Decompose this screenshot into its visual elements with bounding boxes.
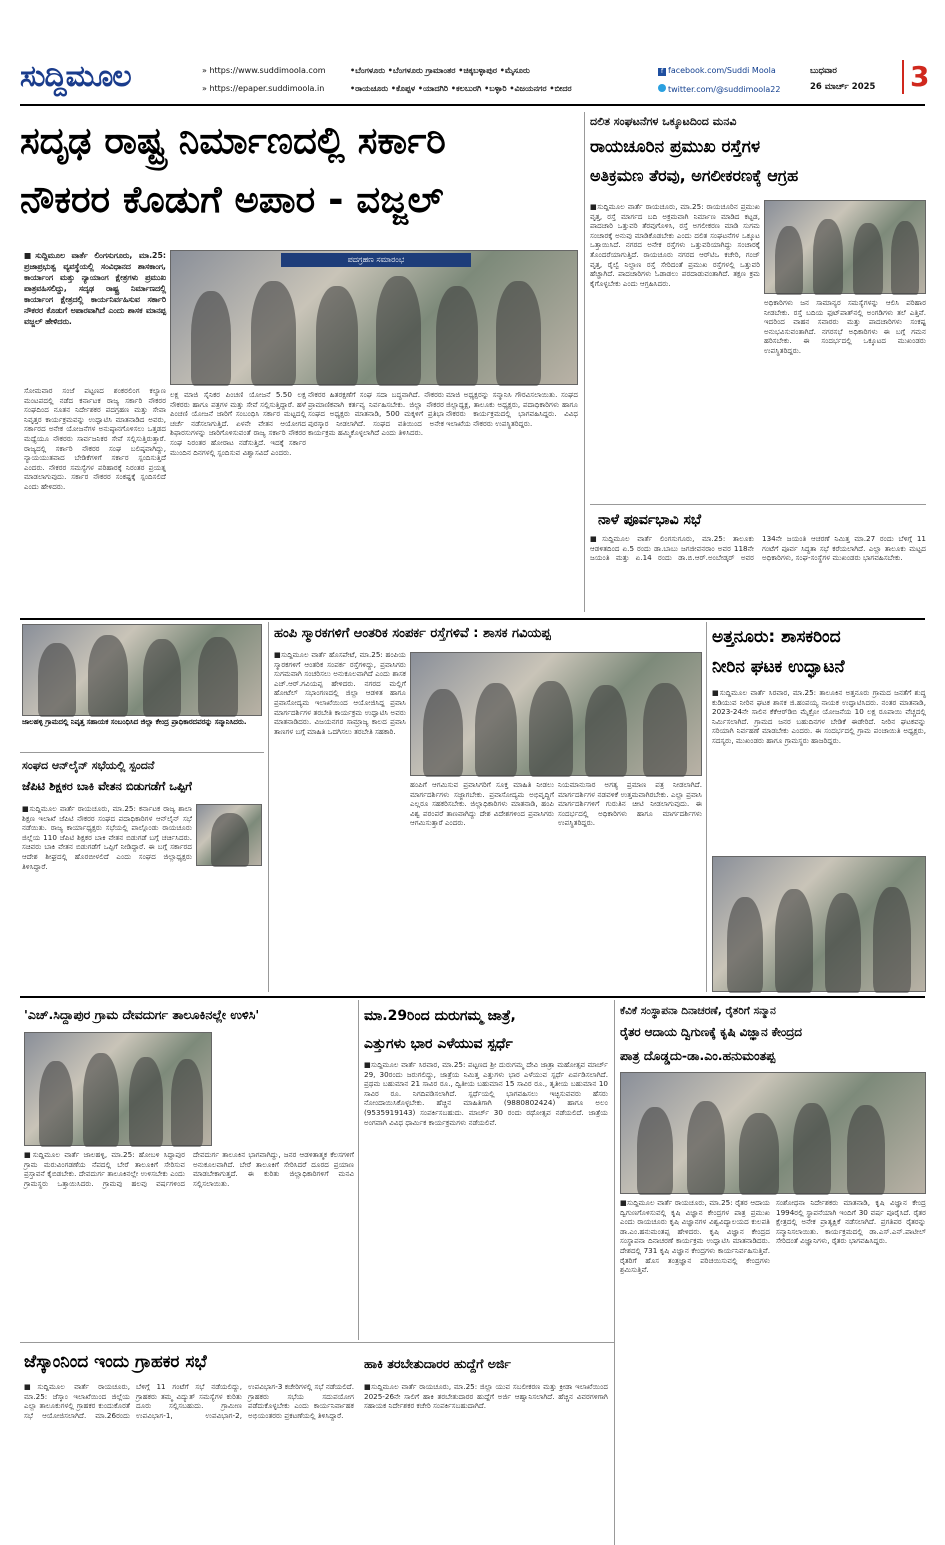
- facebook-icon: f: [658, 68, 666, 76]
- right-top-col1: ■ಸುದ್ದಿಮೂಲ ವಾರ್ತೆ ರಾಯಚೂರು, ಮಾ.25: ರಾಯಚೂರಿನ ಪ್ರಮುಖ ವೃತ್ತ, ರಸ್ತೆ ಮಾರ್ಗದ ಬದಿ ಅಕ್ರಮವಾಗಿ ನಿರ್ಮಾಣ ಮಾಡಿದ ಕಟ್ಟಡ, ಪಾದಚಾರಿ ಒತ್ತುವರಿ ತೆರವುಗೊಳಿಸಿ, ರಸ್ತೆ ಅಗಲೀಕರಣ ಮಾಡಿ ಸುಗಮ ಸಂಚಾರಕ್ಕೆ ಅನುವು ಮಾಡಿಕೊಡಬೇಕು ಎಂದು ದಲಿತ ಸಂಘಟನೆಗಳ ಒಕ್ಕೂಟ ಒತ್ತಾಯಿಸಿದೆ. ನಗರದ ಅನೇಕ ರಸ್ತೆಗಳು ಒತ್ತುವರಿಯಾಗಿದ್ದು ಸಂಚಾರಕ್ಕೆ ತೊಂದರೆಯಾಗುತ್ತಿದೆ. ರಾಯಚೂರು ನಗರದ ಆರ್‌ಟಿಒ ಕಚೇರಿ, ಗಂಜ್ ವೃತ್ತ, ರೈಲ್ವೆ ನಿಲ್ದಾಣ ರಸ್ತೆ ಸೇರಿದಂತೆ ಪ್ರಮುಖ ರಸ್ತೆಗಳಲ್ಲಿ ಒತ್ತುವರಿ ಹೆಚ್ಚಾಗಿದೆ. ಪಾದಚಾರಿಗಳು ಓಡಾಡಲು ಪರದಾಡುವಂತಾಗಿದೆ. ತಕ್ಷಣ ಕ್ರಮ ಕೈಗೊಳ್ಳಬೇಕು ಎಂದು ಆಗ್ರಹಿಸಿದರು.: [590, 202, 760, 288]
- grahaka-headline: ಜೆಸ್ಕಾಂನಿಂದ ಇಂದು ಗ್ರಾಹಕರ ಸಭೆ: [24, 1352, 207, 1372]
- lead-col2: ಲಕ್ಷ ಮಾಜಿ ಸೈನಿಕರ ಪಿಂಚಣಿ ಯೋಜನೆ 5.50 ಲಕ್ಷ ನೌಕರರು ಹಾಗೂ ಪತ್ರಗಳ ಮತ್ತು ಸೇವೆ ಸಲ್ಲಿಸುತ್ತಿದ್ದಾರೆ. ಹಳೆ ಪಿಂಚಣಿ ಯೋಜನೆ ಜಾರಿಗೆ ಸಂಬಂಧಿಸಿ ಸರ್ಕಾರ ಮಟ್ಟದಲ್ಲಿ ಚರ್ಚೆ ನಡೆಸಲಾಗುತ್ತಿದೆ. ಏಳನೇ ವೇತನ ಆಯೋಗದ ಶಿಫಾರಸುಗಳನ್ನು ಜಾರಿಗೊಳಿಸುವಂತೆ ರಾಜ್ಯ ಸರ್ಕಾರಿ ನೌಕರರ ಸಂಘ ನಿರಂತರ ಹೋರಾಟ ನಡೆಸುತ್ತಿದೆ. ಇದಕ್ಕೆ ಸರ್ಕಾರ ಮುಂದಿನ ದಿನಗಳಲ್ಲಿ ಸ್ಪಂದಿಸುವ ವಿಶ್ವಾಸವಿದೆ ಎಂದರು.: [170, 390, 306, 457]
- lead-photo-banner: ಪದಗ್ರಹಣ ಸಮಾರಂಭ: [281, 253, 471, 267]
- masthead-rule: [20, 104, 925, 106]
- jpt-text: ■ಸುದ್ದಿಮೂಲ ವಾರ್ತೆ ರಾಯಚೂರು, ಮಾ.25: ಕರ್ನಾಟಕ ರಾಜ್ಯ ಶಾಲಾ ಶಿಕ್ಷಣ ಇಲಾಖೆ ಜೆಪಿಟಿ ನೌಕರರ ಸಂಘದ ಪದಾಧಿಕಾರಿಗಳ ಆನ್‌ಲೈನ್ ಸಭೆ ನಡೆಯಿತು. ರಾಜ್ಯ ಕಾರ್ಯಾಧ್ಯಕ್ಷರು ಸಭೆಯಲ್ಲಿ ಪಾಲ್ಗೊಂಡು ರಾಯಚೂರು ಜಿಲ್ಲೆಯ 110 ಜೆಪಿಟಿ ಶಿಕ್ಷಕರ ಬಾಕಿ ವೇತನ ಬಿಡುಗಡೆ ಬಗ್ಗೆ ಚರ್ಚಿಸಿದರು. ಸಚಿವರು ಬಾಕಿ ವೇತನ ಬಿಡುಗಡೆಗೆ ಒಪ್ಪಿಗೆ ನೀಡಿದ್ದಾರೆ. ಈ ಬಗ್ಗೆ ಸರ್ಕಾರದ ಆದೇಶ ಶೀಘ್ರದಲ್ಲಿ ಹೊರಬೀಳಲಿದೆ ಎಂದು ಸಂಘದ ಜಿಲ್ಲಾಧ್ಯಕ್ಷರು ತಿಳಿಸಿದ್ದಾರೆ.: [22, 804, 192, 871]
- notice-text: ■ಸುದ್ದಿಮೂಲ ವಾರ್ತೆ ಲಿಂಗಸುಗೂರು, ಮಾ.25: ತಾಲೂಕು ಆಡಳಿತದಿಂದ ಏ.5 ರಂದು ಡಾ.ಬಾಬು ಜಗಜೀವನರಾಂ ಅವರ 118ನೇ ಜಯಂತಿ ಮತ್ತು ಏ.14 ರಂದು ಡಾ.ಬಿ.ಆರ್.ಅಂಬೇಡ್ಕರ್ ಅವರ 134ನೇ ಜಯಂತಿ ಆಚರಣೆ ನಿಮಿತ್ತ ಮಾ.27 ರಂದು ಬೆಳಿಗ್ಗೆ 11 ಗಂಟೆಗೆ ಪೂರ್ವ ಸಿದ್ಧತಾ ಸಭೆ ಕರೆಯಲಾಗಿದೆ. ಎಲ್ಲಾ ತಾಲೂಕು ಮಟ್ಟದ ಅಧಿಕಾರಿಗಳು, ಸಂಘ-ಸಂಸ್ಥೆಗಳ ಮುಖಂಡರು ಭಾಗವಹಿಸಬೇಕು.: [590, 534, 926, 563]
- hampi-headline: ಹಂಪಿ ಸ್ಮಾರಕಗಳಿಗೆ ಆಂತರಿಕ ಸಂಪರ್ಕ ರಸ್ತೆಗಳಿವೆ : ಶಾಸಕ ಗವಿಯಪ್ಪ: [274, 626, 551, 641]
- right-top-kicker: ದಲಿತ ಸಂಘಟನೆಗಳ ಒಕ್ಕೂಟದಿಂದ ಮನವಿ: [590, 115, 737, 128]
- lead-col4: ಮಾಜಿ ಅಧ್ಯಕ್ಷರನ್ನು ಸನ್ಮಾನಿಸಿ ಗೌರವಿಸಲಾಯಿತು. ಸಂಘದ ಜಿಲ್ಲಾಧ್ಯಕ್ಷ, ತಾಲೂಕು ಅಧ್ಯಕ್ಷರು, ಪದಾಧಿಕಾರಿಗಳು ಹಾಗೂ ನೌಕರರು ಕಾರ್ಯಕ್ರಮದಲ್ಲಿ ಭಾಗವಹಿಸಿದ್ದರು. ವಿವಿಧ ಇಲಾಖೆಯ ನೌಕರರು ಉಪಸ್ಥಿತರಿದ್ದರು.: [446, 390, 578, 428]
- issue-date: 26 ಮಾರ್ಚ್ 2025: [810, 82, 876, 92]
- hakki-headline: ಹಾಕಿ ತರಬೇತುದಾರರ ಹುದ್ದೆಗೆ ಅರ್ಜಿ: [364, 1356, 511, 1371]
- jpt-kicker: ಸಂಘದ ಆನ್‌ಲೈನ್ ಸಭೆಯಲ್ಲಿ ಸ್ಪಂದನೆ: [22, 759, 155, 772]
- lead-intro: ■ಸುದ್ದಿಮೂಲ ವಾರ್ತೆ ಲಿಂಗಸುಗೂರು, ಮಾ.25: ಪ್ರಜಾಪ್ರಭುತ್ವ ವ್ಯವಸ್ಥೆಯಲ್ಲಿ ಸಂವಿಧಾನದ ಶಾಸಕಾಂಗ, ಕಾರ್ಯಾಂಗ ಮತ್ತು ನ್ಯಾಯಾಂಗ ಕ್ಷೇತ್ರಗಳು ಪ್ರಮುಖ ಪಾತ್ರವಹಿಸಲಿದ್ದು, ಸದೃಢ ರಾಷ್ಟ್ರ ನಿರ್ಮಾಣದಲ್ಲಿ ಕಾರ್ಯಾಂಗ ಕ್ಷೇತ್ರದಲ್ಲಿ ಕಾರ್ಯನಿರ್ವಹಿಸುವ ಸರ್ಕಾರಿ ನೌಕರರ ಕೊಡುಗೆ ಅಪಾರವಾಗಿದೆ ಎಂದು ಶಾಸಕ ಮಾನಪ್ಪ ವಜ್ಜಲ್ ಹೇಳಿದರು.: [24, 251, 166, 326]
- lead-col3: ನೌಕರರ ಹಿತರಕ್ಷಣೆಗೆ ಸಂಘ ಸದಾ ಬದ್ಧವಾಗಿದೆ. ನೌಕರರು ಪ್ರಾಮಾಣಿಕವಾಗಿ ಕರ್ತವ್ಯ ನಿರ್ವಹಿಸಬೇಕು. ಜಿಲ್ಲಾ ನೌಕರರ ಸಂಘದ ಅಧ್ಯಕ್ಷರು ಮಾತನಾಡಿ, 500 ಮಕ್ಕಳಿಗೆ ಪ್ರತಿಭಾ ಪುರಸ್ಕಾರ ನೀಡಲಾಗಿದೆ. ಸಂಘದ ವತಿಯಿಂದ ಅನೇಕ ಕಾರ್ಯಕ್ರಮ ಹಮ್ಮಿಕೊಳ್ಳಲಾಗಿದೆ ಎಂದು ತಿಳಿಸಿದರು.: [308, 390, 444, 438]
- quote-headline: 'ಎಚ್.ಸಿದ್ದಾಪುರ ಗ್ರಾಮ ದೇವದುರ್ಗ ತಾಲೂಕಿನಲ್ಲೇ ಉಳಿಸಿ': [24, 1007, 260, 1022]
- right-top-col2: ಅಧಿಕಾರಿಗಳು ಜನ ಸಾಮಾನ್ಯರ ಸಮಸ್ಯೆಗಳನ್ನು ಆಲಿಸಿ ಪರಿಹಾರ ನೀಡಬೇಕು. ರಸ್ತೆ ಬದಿಯ ಫುಟ್‌ಪಾತ್‌ನಲ್ಲಿ ಅಂಗಡಿಗಳು ತಲೆ ಎತ್ತಿವೆ. ಇದರಿಂದ ವಾಹನ ಸವಾರರು ಮತ್ತು ಪಾದಚಾರಿಗಳು ಸಂಕಷ್ಟ ಅನುಭವಿಸುವಂತಾಗಿದೆ. ನಗರಸಭೆ ಅಧಿಕಾರಿಗಳು ಈ ಬಗ್ಗೆ ಗಮನ ಹರಿಸಬೇಕು. ಈ ಸಂದರ್ಭದಲ್ಲಿ ಒಕ್ಕೂಟದ ಮುಖಂಡರು ಉಪಸ್ಥಿತರಿದ್ದರು.: [764, 298, 926, 355]
- kvk-kicker: ಕೆವಿಕೆ ಸಂಸ್ಥಾಪನಾ ದಿನಾಚರಣೆ, ರೈತರಿಗೆ ಸನ್ಮಾನ: [620, 1005, 776, 1017]
- kvk-col2: ಸಂಶೋಧನಾ ನಿರ್ದೇಶಕರು ಮಾತನಾಡಿ, ಕೃಷಿ ವಿಜ್ಞಾನ ಕೇಂದ್ರ 1994ರಲ್ಲಿ ಸ್ಥಾಪನೆಯಾಗಿ ಇಂದಿಗೆ 30 ವರ್ಷ ಪೂರೈಸಿದೆ. ರೈತರ ಕ್ಷೇತ್ರದಲ್ಲಿ ಅನೇಕ ಪ್ರಾತ್ಯಕ್ಷಿಕೆ ನಡೆಸಲಾಗಿದೆ. ಪ್ರಗತಿಪರ ರೈತರನ್ನು ಸನ್ಮಾನಿಸಲಾಯಿತು. ಕಾರ್ಯಕ್ರಮದಲ್ಲಿ ಡಾ.ಎಸ್.ಎನ್.ಪಾಟೀಲ್ ಸೇರಿದಂತೆ ವಿಜ್ಞಾನಿಗಳು, ರೈತರು ಭಾಗವಹಿಸಿದ್ದರು.: [776, 1198, 926, 1246]
- issue-day: ಬುಧವಾರ: [810, 66, 837, 76]
- masthead: [20, 58, 930, 100]
- notice-headline: ನಾಳೆ ಪೂರ್ವಭಾವಿ ಸಭೆ: [598, 512, 702, 528]
- right-top-photo: [764, 200, 926, 294]
- url-web[interactable]: » https://www.suddimoola.com: [202, 66, 326, 75]
- quote-text: ■ಸುದ್ದಿಮೂಲ ವಾರ್ತೆ ಜಾಲಹಳ್ಳಿ, ಮಾ.25: ಹೋಬಳಿ ಸಿದ್ದಾಪುರ ಗ್ರಾಮ ಮರುವಿಂಗಡಣೆಯ ನೆಪದಲ್ಲಿ ಬೇರೆ ತಾಲೂಕಿಗೆ ಸೇರಿಸುವ ಪ್ರಸ್ತಾವನೆ ಕೈಬಿಡಬೇಕು. ದೇವದುರ್ಗ ತಾಲೂಕಿನಲ್ಲೇ ಉಳಿಸಬೇಕು ಎಂದು ಗ್ರಾಮಸ್ಥರು ಒತ್ತಾಯಿಸಿದರು. ಗ್ರಾಮವು ಹಲವು ವರ್ಷಗಳಿಂದ ದೇವದುರ್ಗ ತಾಲೂಕಿನ ಭಾಗವಾಗಿದ್ದು, ಜನರ ಆಡಳಿತಾತ್ಮಕ ಕೆಲಸಗಳಿಗೆ ಅನುಕೂಲವಾಗಿದೆ. ಬೇರೆ ತಾಲೂಕಿಗೆ ಸೇರಿಸಿದರೆ ದೂರದ ಪ್ರಯಾಣ ಮಾಡಬೇಕಾಗುತ್ತದೆ. ಈ ಕುರಿತು ಜಿಲ್ಲಾಧಿಕಾರಿಗಳಿಗೆ ಮನವಿ ಸಲ್ಲಿಸಲಾಯಿತು.: [24, 1150, 354, 1188]
- hampi-col3: ನಿಯಮಾನುಸಾರ ಅಗತ್ಯ ಪ್ರಮಾಣ ಪತ್ರ ನೀಡಲಾಗಿದೆ. ಮಾರ್ಗದರ್ಶಿಗಳ ನಡವಳಿಕೆ ಉತ್ತಮವಾಗಿರಬೇಕು. ಎಲ್ಲಾ ಪ್ರವಾಸಿ ಮಾರ್ಗದರ್ಶಿಗಳಿಗೆ ಗುರುತಿನ ಚೀಟಿ ನೀಡಲಾಗುವುದು. ಈ ಸಂದರ್ಭದಲ್ಲಿ ಅಧಿಕಾರಿಗಳು ಹಾಗೂ ಮಾರ್ಗದರ್ಶಿಗಳು ಉಪಸ್ಥಿತರಿದ್ದರು.: [558, 780, 702, 828]
- grahaka-text: ■ಸುದ್ದಿಮೂಲ ವಾರ್ತೆ ರಾಯಚೂರು, ಮಾ.25: ಜೆಸ್ಕಾಂ ಇಲಾಖೆಯಿಂದ ಜಿಲ್ಲೆಯ ಎಲ್ಲಾ ತಾಲೂಕುಗಳಲ್ಲಿ ಗ್ರಾಹಕರ ಕುಂದುಕೊರತೆ ಸಭೆ ಆಯೋಜಿಸಲಾಗಿದೆ. ಮಾ.26ರಂದು ಬೆಳಿಗ್ಗೆ 11 ಗಂಟೆಗೆ ಸಭೆ ನಡೆಯಲಿದ್ದು, ಗ್ರಾಹಕರು ತಮ್ಮ ವಿದ್ಯುತ್ ಸಮಸ್ಯೆಗಳ ಕುರಿತು ದೂರು ಸಲ್ಲಿಸಬಹುದು. ಗ್ರಾಮೀಣ ಉಪವಿಭಾಗ-1, ಉಪವಿಭಾಗ-2, ಉಪವಿಭಾಗ-3 ಕಚೇರಿಗಳಲ್ಲಿ ಸಭೆ ನಡೆಯಲಿದೆ. ಗ್ರಾಹಕರು ಸಭೆಯ ಸದುಪಯೋಗ ಪಡೆದುಕೊಳ್ಳಬೇಕು ಎಂದು ಕಾರ್ಯನಿರ್ವಾಹಕ ಅಭಿಯಂತರರು ಪ್ರಕಟಣೆಯಲ್ಲಿ ತಿಳಿಸಿದ್ದಾರೆ.: [24, 1382, 354, 1420]
- logo: ಸುದ್ದಿಮೂಲ: [20, 59, 131, 94]
- jatre-headline: ಮಾ.29ರಿಂದ ದುರುಗಮ್ಮ ಜಾತ್ರೆ, ಎತ್ತುಗಳು ಭಾರ ಎಳೆಯುವ ಸ್ಪರ್ಧೆ: [364, 1008, 516, 1052]
- jpt-headline: ಸಂಘದ ಆನ್‌ಲೈನ್ ಸಭೆಯಲ್ಲಿ ಸ್ಪಂದನೆ ಜೆಪಿಟಿ ಶಿಕ್ಷಕರ ಬಾಕಿ ವೇತನ ಬಿಡುಗಡೆಗೆ ಒಪ್ಪಿಗೆ: [22, 756, 262, 800]
- kvk-headline: ಕೆವಿಕೆ ಸಂಸ್ಥಾಪನಾ ದಿನಾಚರಣೆ, ರೈತರಿಗೆ ಸನ್ಮಾನ ರೈತರ ಆದಾಯ ದ್ವಿಗುಣಕ್ಕೆ ಕೃಷಿ ವಿಜ್ಞಾನ ಕೇಂದ್ರದ ಪಾತ್ರ ದೊಡ್ಡದು-ಡಾ.ಎಂ.ಹನುಮಂತಪ್ಪ: [620, 1002, 926, 1068]
- lead-col1: ಸೋಮವಾರ ಸಂಜೆ ಪಟ್ಟಣದ ಶಂಕರಲಿಂಗ ಕಲ್ಯಾಣ ಮಂಟಪದಲ್ಲಿ ನಡೆದ ಕರ್ನಾಟಕ ರಾಜ್ಯ ಸರ್ಕಾರಿ ನೌಕರರ ಸಂಘದಿಂದ ನೂತನ ನಿರ್ದೇಶಕರ ಪದಗ್ರಹಣ ಮತ್ತು ಸೇವಾ ನಿವೃತ್ತರ ಕಾರ್ಯಕ್ರಮವನ್ನು ಉದ್ಘಾಟಿಸಿ ಮಾತನಾಡಿದ ಅವರು, ಸರ್ಕಾರದ ಅನೇಕ ಯೋಜನೆಗಳ ಅನುಷ್ಠಾನಗೊಳಿಸಲು ಒತ್ತಡದ ಮಧ್ಯೆಯೂ ನೌಕರರು ಸಾರ್ವಜನಿಕರ ಸೇವೆ ಸಲ್ಲಿಸುತ್ತಿರುತ್ತಾರೆ. ರಾಜ್ಯದಲ್ಲಿ ಸರ್ಕಾರಿ ನೌಕರರ ಸಂಘ ಬಲಿಷ್ಠವಾಗಿದ್ದು, ನ್ಯಾಯಯುತವಾದ ಬೇಡಿಕೆಗಳಿಗೆ ಸರ್ಕಾರ ಸ್ಪಂದಿಸುತ್ತಿದೆ ಎಂದರು. ನೌಕರರ ಸಮಸ್ಯೆಗಳ ಪರಿಹಾರಕ್ಕೆ ನಿರಂತರ ಪ್ರಯತ್ನ ಮಾಡಲಾಗುವುದು. ಸರ್ಕಾರ ನೌಕರರ ಸಂಕಷ್ಟಕ್ಕೆ ಸ್ಪಂದಿಸಲಿದೆ ಎಂದು ಹೇಳಿದರು.: [24, 386, 166, 491]
- hampi-col2: ಹಂಪಿಗೆ ಆಗಮಿಸುವ ಪ್ರವಾಸಿಗರಿಗೆ ಸೂಕ್ತ ಮಾಹಿತಿ ನೀಡಲು ಮಾರ್ಗದರ್ಶಿಗಳು ಸಜ್ಜಾಗಬೇಕು. ಪ್ರವಾಸೋದ್ಯಮ ಅಭಿವೃದ್ಧಿಗೆ ಎಲ್ಲರೂ ಸಹಕರಿಸಬೇಕು. ಜಿಲ್ಲಾಧಿಕಾರಿಗಳು ಮಾತನಾಡಿ, ಹಂಪಿ ವಿಶ್ವ ಪರಂಪರೆ ತಾಣವಾಗಿದ್ದು ದೇಶ ವಿದೇಶಗಳಿಂದ ಪ್ರವಾಸಿಗರು ಆಗಮಿಸುತ್ತಾರೆ ಎಂದರು.: [410, 780, 554, 828]
- kvk-col1: ■ಸುದ್ದಿಮೂಲ ವಾರ್ತೆ ರಾಯಚೂರು, ಮಾ.25: ರೈತರ ಆದಾಯ ದ್ವಿಗುಣಗೊಳಿಸುವಲ್ಲಿ ಕೃಷಿ ವಿಜ್ಞಾನ ಕೇಂದ್ರಗಳ ಪಾತ್ರ ಪ್ರಮುಖ ಎಂದು ರಾಯಚೂರು ಕೃಷಿ ವಿಜ್ಞಾನಗಳ ವಿಶ್ವವಿದ್ಯಾಲಯದ ಕುಲಪತಿ ಡಾ.ಎಂ.ಹನುಮಂತಪ್ಪ ಹೇಳಿದರು. ಕೃಷಿ ವಿಜ್ಞಾನ ಕೇಂದ್ರದ ಸಂಸ್ಥಾಪನಾ ದಿನಾಚರಣೆ ಕಾರ್ಯಕ್ರಮ ಉದ್ಘಾಟಿಸಿ ಮಾತನಾಡಿದರು. ದೇಶದಲ್ಲಿ 731 ಕೃಷಿ ವಿಜ್ಞಾನ ಕೇಂದ್ರಗಳು ಕಾರ್ಯನಿರ್ವಹಿಸುತ್ತಿವೆ. ರೈತರಿಗೆ ಹೊಸ ತಂತ್ರಜ್ಞಾನ ಪರಿಚಯಿಸುವಲ್ಲಿ ಕೇಂದ್ರಗಳು ಶ್ರಮಿಸುತ್ತಿವೆ.: [620, 1198, 770, 1275]
- lead-headline: ಸದೃಢ ರಾಷ್ಟ್ರ ನಿರ್ಮಾಣದಲ್ಲಿ ಸರ್ಕಾರಿ ನೌಕರರ ಕೊಡುಗೆ ಅಪಾರ - ವಜ್ಜಲ್: [20, 119, 446, 221]
- cities-line-1: •ಬೆಂಗಳೂರು •ಬೆಂಗಳೂರು ಗ್ರಾಮಾಂತರ •ಚಿಕ್ಕಬಳ್ಳಾಪುರ •ಮೈಸೂರು: [350, 66, 530, 75]
- twitter-icon: [658, 84, 666, 92]
- url-epaper[interactable]: » https://epaper.suddimoola.in: [202, 84, 325, 93]
- right-top-headline: ದಲಿತ ಸಂಘಟನೆಗಳ ಒಕ್ಕೂಟದಿಂದ ಮನವಿ ರಾಯಚೂರಿನ ಪ್ರಮುಖ ರಸ್ತೆಗಳ ಅತಿಕ್ರಮಣ ತೆರವು, ಅಗಲೀಕರಣಕ್ಕೆ ಆಗ್ರಹ: [590, 112, 926, 198]
- page-number: 3: [902, 60, 929, 94]
- kvk-photo: [620, 1072, 926, 1194]
- cities-line-2: •ರಾಯಚೂರು •ಕೊಪ್ಪಳ •ಯಾದಗಿರಿ •ಕಲಬುರಗಿ •ಬಳ್ಳಾರಿ •ವಿಜಯನಗರ •ಬೀದರ: [350, 84, 572, 93]
- jatre-text: ■ಸುದ್ದಿಮೂಲ ವಾರ್ತೆ ಸಿರವಾರ, ಮಾ.25: ಪಟ್ಟಣದ ಶ್ರೀ ದುರುಗಮ್ಮ ದೇವಿ ಜಾತ್ರಾ ಮಹೋತ್ಸವ ಮಾರ್ಚ್ 29, 30ರಂದು ಜರುಗಲಿದ್ದು, ಜಾತ್ರೆಯ ನಿಮಿತ್ತ ಎತ್ತುಗಳು ಭಾರ ಎಳೆಯುವ ಸ್ಪರ್ಧೆ ಏರ್ಪಡಿಸಲಾಗಿದೆ. ಪ್ರಥಮ ಬಹುಮಾನ 21 ಸಾವಿರ ರೂ., ದ್ವಿತೀಯ ಬಹುಮಾನ 15 ಸಾವಿರ ರೂ., ತೃತೀಯ ಬಹುಮಾನ 10 ಸಾವಿರ ರೂ. ನಿಗದಿಪಡಿಸಲಾಗಿದೆ. ಸ್ಪರ್ಧೆಯಲ್ಲಿ ಭಾಗವಹಿಸಲು ಇಚ್ಛಿಸುವವರು ಹೆಸರು ನೋಂದಾಯಿಸಿಕೊಳ್ಳಬೇಕು. ಹೆಚ್ಚಿನ ಮಾಹಿತಿಗಾಗಿ (9880802424) ಹಾಗೂ ಅಲಂ (9535919143) ಸಂಪರ್ಕಿಸಬಹುದು. ಮಾರ್ಚ್ 30 ರಂದು ರಥೋತ್ಸವ ನಡೆಯಲಿದೆ. ಜಾತ್ರೆಯ ಅಂಗವಾಗಿ ವಿವಿಧ ಧಾರ್ಮಿಕ ಕಾರ್ಯಕ್ರಮಗಳು ನಡೆಯಲಿವೆ.: [364, 1060, 608, 1127]
- attanur-text: ■ಸುದ್ದಿಮೂಲ ವಾರ್ತೆ ಸಿರವಾರ, ಮಾ.25: ತಾಲೂಕಿನ ಅತ್ತನೂರು ಗ್ರಾಮದ ಜನತೆಗೆ ಶುದ್ಧ ಕುಡಿಯುವ ನೀರಿನ ಘಟಕ ಶಾಸಕ ಜಿ.ಹಂಪಯ್ಯ ನಾಯಕ ಉದ್ಘಾಟಿಸಿದರು. ನಂತರ ಮಾತನಾಡಿ, 2023-24ನೇ ಸಾಲಿನ ಕೆಕೆಆರ್‌ಡಿಬಿ ಮೈಕ್ರೋ ಯೋಜನೆಯ 10 ಲಕ್ಷ ರೂಪಾಯಿ ವೆಚ್ಚದಲ್ಲಿ ನಿರ್ಮಿಸಲಾಗಿದೆ. ಗ್ರಾಮದ ಜನರ ಬಹುದಿನಗಳ ಬೇಡಿಕೆ ಈಡೇರಿದೆ. ನೀರಿನ ಘಟಕವನ್ನು ಸರಿಯಾಗಿ ನಿರ್ವಹಣೆ ಮಾಡಬೇಕು ಎಂದರು. ಈ ಸಂದರ್ಭದಲ್ಲಿ ಗ್ರಾಮ ಪಂಚಾಯಿತಿ ಅಧ್ಯಕ್ಷರು, ಸದಸ್ಯರು, ಮುಖಂಡರು ಹಾಗೂ ಗ್ರಾಮಸ್ಥರು ಹಾಜರಿದ್ದರು.: [712, 688, 926, 745]
- lead-photo: [170, 250, 578, 385]
- hampi-col1: ■ಸುದ್ದಿಮೂಲ ವಾರ್ತೆ ಹೊಸಪೇಟೆ, ಮಾ.25: ಹಂಪಿಯ ಸ್ಮಾರಕಗಳಿಗೆ ಆಂತರಿಕ ಸಂಪರ್ಕ ರಸ್ತೆಗಳಿದ್ದು, ಪ್ರವಾಸಿಗರು ಸುಗಮವಾಗಿ ಸಂಚರಿಸಲು ಅನುಕೂಲವಾಗಿದೆ ಎಂದು ಶಾಸಕ ಎಚ್.ಆರ್.ಗವಿಯಪ್ಪ ಹೇಳಿದರು. ನಗರದ ಮಲ್ಲಿಗೆ ಹೋಟೆಲ್ ಸಭಾಂಗಣದಲ್ಲಿ ಜಿಲ್ಲಾ ಆಡಳಿತ ಹಾಗೂ ಪ್ರವಾಸೋದ್ಯಮ ಇಲಾಖೆಯಿಂದ ಆಯೋಜಿಸಿದ್ದ ಪ್ರವಾಸಿ ಮಾರ್ಗದರ್ಶಿಗಳ ತರಬೇತಿ ಕಾರ್ಯಕ್ರಮ ಉದ್ಘಾಟಿಸಿ ಅವರು ಮಾತನಾಡಿದರು. ವಿಜಯನಗರ ಸಾಮ್ರಾಜ್ಯ ಕಾಲದ ಪ್ರವಾಸಿ ತಾಣಗಳ ಬಗ್ಗೆ ಮಾಹಿತಿ ಒದಗಿಸಲು ತರಬೇತಿ ಸಹಕಾರಿ.: [274, 650, 406, 736]
- left-mid-photo: [22, 624, 262, 716]
- jpt-photo: [196, 804, 262, 866]
- left-mid-caption: ಜಾಲಹಳ್ಳಿ ಗ್ರಾಮದಲ್ಲಿ ನಿವೃತ್ತ ಸಹಾಯಕ ಸಂಬಂಧಿಸಿದ ಜಿಲ್ಲಾ ಕೇಂದ್ರ ಪ್ರಾಧಿಕಾರದವರನ್ನು ಸನ್ಮಾನಿಸಿದರು.: [22, 718, 247, 726]
- facebook-link[interactable]: f facebook.com/Suddi Moola: [658, 66, 776, 76]
- attanur-photo: [712, 856, 926, 992]
- attanur-headline: ಅತ್ತನೂರು: ಶಾಸಕರಿಂದ ನೀರಿನ ಘಟಕ ಉದ್ಘಾಟನೆ: [712, 627, 845, 677]
- hampi-photo: [410, 652, 702, 776]
- quote-photo: [24, 1032, 212, 1146]
- hakki-text: ■ಸುದ್ದಿಮೂಲ ವಾರ್ತೆ ರಾಯಚೂರು, ಮಾ.25: ಜಿಲ್ಲಾ ಯುವ ಸಬಲೀಕರಣ ಮತ್ತು ಕ್ರೀಡಾ ಇಲಾಖೆಯಿಂದ 2025-26ನೇ ಸಾಲಿಗೆ ಹಾಕಿ ತರಬೇತುದಾರರ ಹುದ್ದೆಗೆ ಅರ್ಜಿ ಆಹ್ವಾನಿಸಲಾಗಿದೆ. ಹೆಚ್ಚಿನ ವಿವರಗಳಿಗಾಗಿ ಸಹಾಯಕ ನಿರ್ದೇಶಕರ ಕಚೇರಿ ಸಂಪರ್ಕಿಸಬಹುದಾಗಿದೆ.: [364, 1382, 608, 1411]
- twitter-link[interactable]: twitter.com/@suddimoola22: [658, 84, 780, 94]
